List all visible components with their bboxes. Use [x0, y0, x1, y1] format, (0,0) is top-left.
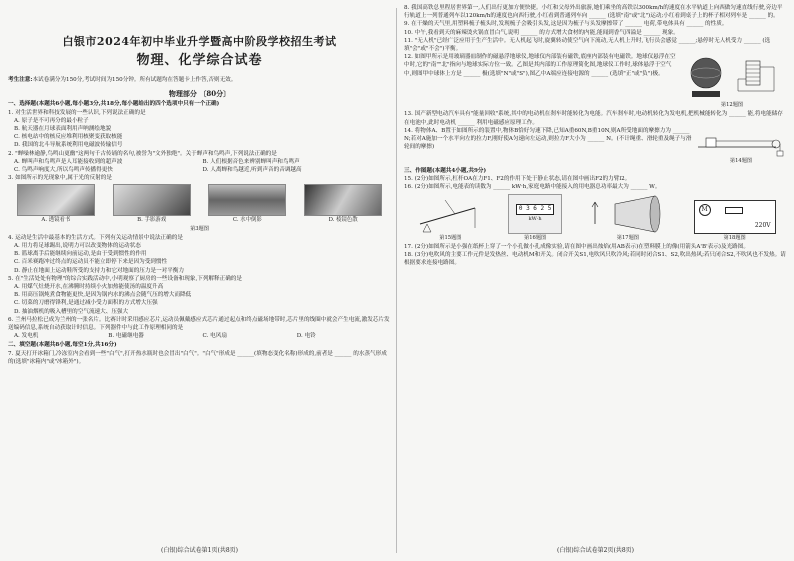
image-option — [304, 184, 382, 224]
image-label: B. 手影游戏 — [137, 217, 167, 224]
option: A. 蝉叫声和鸟鸣声是人耳能接收到的超声波 — [14, 158, 123, 165]
question-4: 4. 运动是生活中最基本的生活方式。下列有关运动情景中说法正确的是 — [8, 234, 183, 241]
option: D. 抽油烟机的吸入槽里的空气流速大、压强大 — [14, 308, 129, 315]
part-title-physics: 物理部分 〔80分〕 — [168, 89, 231, 99]
voltage-label: 220V — [754, 222, 771, 230]
question-6-options — [8, 332, 391, 340]
question-12: 12. 如图甲所示是用玻璃器皿制作的磁悬浮地球仪,地球仪内部装有磁铁,底座内部装有电磁铁。地球仪悬浮在空中时,它的"南""北"指向与地球实际方位一致。乙图是其内部的工作原理简化图,地球仪工作时,球体悬浮于空气中,则图甲中球体上方是 ______ 极(选填"N"或"S"),图乙中A端应连接电源的 ______ (选填"正"或"负")极。 — [404, 54, 676, 77]
option: D. 静止在地面上运动鞋所受的支持力和它对地面的压力是一对平衡力 — [14, 267, 185, 274]
hairdryer-circuit — [694, 200, 776, 234]
pulley-figure — [696, 127, 786, 157]
question-8: 8. 我国高铁总里程居世界第一,人们出行更加方便快捷。小红和父母外出旅游,她们乘坐的高铁以300km/h的速度在水平轨道上向西做匀速直线行驶,旁边平行轨道上一列普通列车以120km/h的速度也向西行驶,小红看到普通列车向 ______ (选填"南"或"北")运动;小红看到桌子上的杯子相对列车是 ______ 的。 — [404, 5, 783, 20]
notice-text: 本试卷满分为150分,考试时间为150分钟。所有试题均在答题卡上作答,否则无效。 — [32, 77, 237, 83]
option: B. 航天器在月球表面利用声呐测绘地貌 — [14, 126, 112, 133]
exam-title: 白银市2024年初中毕业升学暨高中阶段学校招生考试 — [62, 35, 337, 48]
notice-label: 考生注意: — [8, 77, 33, 83]
image-label: C. 水中倒影 — [232, 217, 262, 224]
page-divider — [396, 8, 397, 553]
question-14: 14. 将物体A、B置于如图所示的装置中,物体B恰好匀速下降,已知A重60N,B重10N,则A所受地面的摩擦力为 ______ N;若对A施加一个水平向左的拉力F,刚好使A匀速向左运动,则拉力F大小为 ______ N。(不计绳重、滑轮重及绳子与滑轮间的摩擦) — [404, 127, 692, 151]
option: C. 电风扇 — [202, 333, 227, 340]
question-12-figure — [677, 53, 787, 110]
figure-caption: 第15题图 — [439, 234, 462, 241]
lever-figure — [415, 194, 485, 234]
shadow-play-photo — [113, 184, 191, 216]
question-6: 6. 兰州马拉松已成为兰州的一张名片。比赛计时采用感应芯片,运动员佩戴感应式芯片通过起点和终点磁场地带时,芯片里的线圈中就会产生电流,激发芯片发送编码信息,系统自动获取计时信息。下列器件中与此工作原理相同的是 — [8, 316, 390, 332]
figure-caption: 第16题图 — [524, 234, 547, 241]
figure-17 — [585, 194, 671, 243]
question-13: 13. 国产新型电动汽车具有"能量回收"系统,其中的电动机在刹车时能转化为电能。汽车刹车时,电动机转化为发电机,把机械能转化为 ______ 能,将电能储存在电池中,此时电动机 ______ 利用电磁感应原理工作。 — [404, 111, 783, 126]
meter-reading: 0 3 6 2 5 — [516, 204, 555, 214]
question-3-images — [8, 184, 391, 224]
question-4-options — [8, 242, 391, 275]
question-14-figure — [695, 127, 787, 166]
image-option — [17, 184, 95, 224]
question-2: 2. "蝉噪林逾静,鸟鸣山更幽"这两句千古传诵的名句,被誉为"文外独绝"。关于蝉声和鸟鸣声,下列说法正确的是 — [8, 150, 277, 157]
option: D. 我国的北斗导航系统利用电磁波传输信号 — [14, 142, 123, 149]
section-3-title: 三、作图题(本题共4小题,共9分) — [404, 168, 487, 175]
pinhole-camera-figure — [585, 194, 671, 234]
question-9: 9. 在干燥的天气里,用塑料梳子梳头时,发现梳子会吸引头发,这是因为梳子与头发摩擦带了 ______ 电荷,带电体具有 ______ 的性质。 — [404, 21, 728, 28]
image-option — [208, 184, 286, 224]
image-label: A. 透镜看书 — [41, 217, 71, 224]
question-16: 16. (2分)如图所示,电能表的读数为 ______ kW·h,家庭电路中能接入的用电器总功率最大为 ______ W。 — [404, 184, 661, 191]
figures-15-18 — [404, 194, 787, 243]
option: C. 核电站中的核反应堆利用核聚变获取核能 — [14, 134, 123, 141]
exam-subtitle: 物理、化学综合试卷 — [136, 53, 263, 68]
meter-unit: kW·h — [528, 215, 542, 222]
figure-16 — [508, 194, 562, 243]
motor-icon: M — [699, 204, 711, 216]
option: A. 原子是不可再分的最小粒子 — [14, 117, 89, 124]
option: B. 电磁继电器 — [108, 333, 144, 340]
section-1-title: 一、选择题(本题共6小题,每小题3分,共18分,每小题给出的四个选项中只有一个正确) — [8, 101, 220, 108]
option: D. 电铃 — [296, 333, 316, 340]
image-option — [113, 184, 191, 224]
figure-caption: 第14题图 — [729, 157, 753, 164]
question-17: 17. (2分)如图所示是小强在纸杯上穿了一个小孔做小孔成像实验,请在图中画出烛焰(用AB表示)在塑料膜上的像(用箭头A'B'表示)及光路图。 — [404, 243, 749, 250]
option: A. 用力将足球踢出,说明力可以改变物体的运动状态 — [14, 243, 141, 250]
question-1-options — [8, 117, 391, 150]
option: B. 人们根据音色来辨别蝉叫声和鸟鸣声 — [202, 158, 300, 165]
question-12-block — [404, 53, 787, 110]
question-3: 3. 如图所示的光现象中,属于光的反射的是 — [8, 175, 112, 182]
page-footer: (白银)综合试卷第1页(共8页) — [161, 546, 238, 554]
question-11: 11. "无人机"已经广泛应用于生产生活中。无人机起飞时,旋翼转动使空气向下流动,无人机上升时,飞行员会感觉 ______;悬停时无人机受力 ______ (选填"会"或"不会")平衡。 — [404, 37, 771, 53]
option: A. 发电机 — [14, 333, 39, 340]
water-reflection-photo — [208, 184, 286, 216]
lens-photo — [17, 184, 95, 216]
option: C. 鸟鸣声响度大,所以鸟鸣声传播得更快 — [14, 167, 113, 174]
figure-caption: 第18题图 — [723, 234, 746, 241]
section-2-title: 二、填空题(本题共8小题,每空1分,共16分) — [8, 342, 117, 349]
question-1: 1. 对生活世界和科技发展的一些认识,下列说法正确的是 — [8, 109, 146, 116]
question-5: 5. 在"生活处处有物理"的综合实践活动中,小明观察了厨房的一些设备和现象,下列解释正确的是 — [8, 275, 242, 282]
option: C. 切菜的刀磨得锋利,是通过减小受力面积的方式增大压强 — [14, 300, 158, 307]
electric-meter — [508, 194, 562, 234]
question-2-options — [8, 158, 391, 174]
figure-15 — [415, 194, 485, 243]
option: D. 人离蝉和鸟越近,听到声音的音调越高 — [202, 167, 302, 174]
option: B. 用高压锅炖煮食物能更快,是因为锅内水的沸点会随气压的增大而降低 — [14, 292, 192, 299]
question-14-block — [404, 127, 787, 166]
figure-caption: 第12题图 — [720, 102, 744, 109]
maglev-globe-figure — [678, 53, 786, 101]
question-18: 18. (3分)电吹风的主要工作元件是发热丝、电动机M和开关。闭合开关S1,电吹风只吹冷风;若同时闭合S1、S2,吹出热风;若只闭合S2,不吹风也不发热。请根据要求连接电路图。 — [404, 252, 786, 267]
question-7: 7. 夏天打开冰箱门,冷冻室内会看到一些"白气",打开热水瓶时也会冒出"白气"。"白气"形成是 ______(填物态变化名称)形成的,前者是 ______ 的水蒸气形成的(选填"冰箱内"或"冰箱外")。 — [8, 350, 387, 365]
question-15: 15. (2分)如图所示,杠杆OA在力F1、F2的作用下处于静止状态,请在图中画出F2的力臂l2。 — [404, 176, 631, 183]
page-1 — [8, 4, 391, 557]
option: B. 篮球离手后能继续向前运动,是由于受到惯性的作用 — [14, 251, 147, 258]
question-10: 10. 中午,我看到天的麻辣烫火锅直冒白气,说明 ______ 的方式增大食材的内能,能闻到香气四溢是 ______ 现象。 — [404, 29, 679, 36]
heating-wire-icon — [725, 207, 743, 214]
image-label: D. 棱镜色散 — [328, 217, 358, 224]
option: A. 用煤气灶烧开水,在沸腾时持续小火加热能使汤的温度升高 — [14, 284, 164, 291]
question-5-options — [8, 283, 391, 316]
figure-caption: 第17题图 — [616, 234, 639, 241]
page-footer: (白银)综合试卷第2页(共8页) — [557, 546, 634, 554]
option: C. 百米赛跑冲过终点的运动员不能立即停下来是因为受到惯性 — [14, 259, 168, 266]
exam-notice — [8, 76, 391, 84]
page-2 — [404, 4, 787, 557]
figure-caption: 第3题图 — [190, 225, 209, 232]
figure-18 — [694, 200, 776, 243]
prism-photo — [304, 184, 382, 216]
